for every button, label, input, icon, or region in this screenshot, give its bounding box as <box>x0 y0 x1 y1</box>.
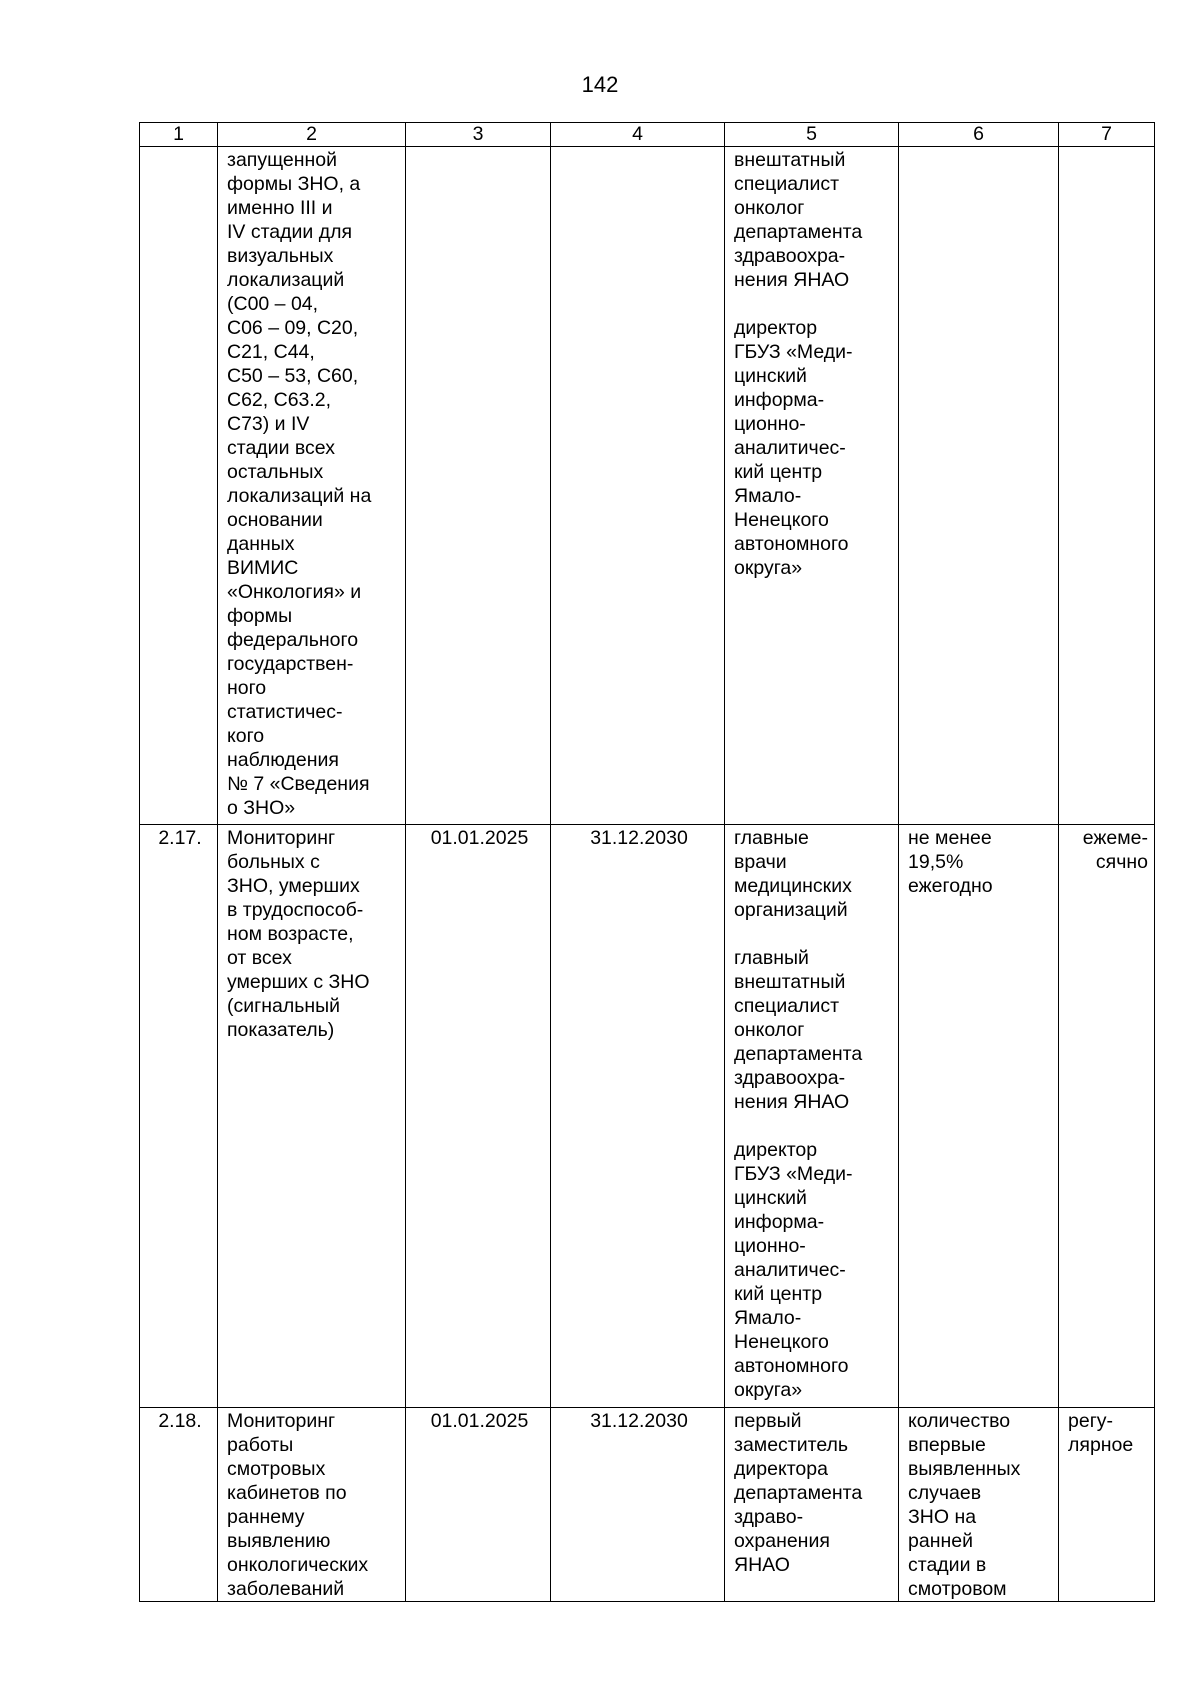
cell-responsible: главные врачи медицинских организаций главный внештатный специалист онколог департамента здравоохра- нения ЯНАО директор ГБУЗ «Меди- цинский информа- ционно- аналитичес- кий центр Ямало- Ненецкого автономного округа» <box>725 825 899 1408</box>
column-header: 7 <box>1059 123 1155 147</box>
cell-start-date: 01.01.2025 <box>406 825 551 1408</box>
cell-end-date: 31.12.2030 <box>551 825 725 1408</box>
cell-start-date <box>406 147 551 825</box>
measures-table <box>139 122 1155 1602</box>
column-header: 5 <box>725 123 899 147</box>
cell-indicator: количество впервые выявленных случаев ЗНО на ранней стадии в смотровом <box>899 1408 1059 1602</box>
cell-indicator <box>899 147 1059 825</box>
column-header: 2 <box>218 123 406 147</box>
cell-measure: Мониторинг работы смотровых кабинетов по раннему выявлению онкологических заболеваний <box>218 1408 406 1602</box>
cell-number: 2.18. <box>140 1408 218 1602</box>
cell-end-date: 31.12.2030 <box>551 1408 725 1602</box>
cell-end-date <box>551 147 725 825</box>
table-row <box>140 825 1155 1408</box>
column-header: 1 <box>140 123 218 147</box>
cell-number: 2.17. <box>140 825 218 1408</box>
column-header: 3 <box>406 123 551 147</box>
cell-frequency: ежеме- сячно <box>1059 825 1155 1408</box>
cell-number <box>140 147 218 825</box>
cell-frequency <box>1059 147 1155 825</box>
cell-responsible: внештатный специалист онколог департамента здравоохра- нения ЯНАО директор ГБУЗ «Меди- цинский информа- ционно- аналитичес- кий центр Ямало- Ненецкого автономного округа» <box>725 147 899 825</box>
cell-frequency: регу- лярное <box>1059 1408 1155 1602</box>
header-row <box>140 123 1155 147</box>
table-row <box>140 1408 1155 1602</box>
column-header: 6 <box>899 123 1059 147</box>
column-header: 4 <box>551 123 725 147</box>
cell-indicator: не менее 19,5% ежегодно <box>899 825 1059 1408</box>
table-row <box>140 147 1155 825</box>
page-number: 142 <box>581 72 619 97</box>
cell-measure: Мониторинг больных с ЗНО, умерших в трудоспособ- ном возрасте, от всех умерших с ЗНО (сигнальный показатель) <box>218 825 406 1408</box>
cell-responsible: первый заместитель директора департамента здраво- охранения ЯНАО <box>725 1408 899 1602</box>
cell-start-date: 01.01.2025 <box>406 1408 551 1602</box>
cell-measure: запущенной формы ЗНО, а именно III и IV стадии для визуальных локализаций (С00 – 04, С06 – 09, С20, С21, С44, С50 – 53, С60, С62, С63.2, С73) и IV стадии всех остальных локализаций на основании данных ВИМИС «Онкология» и формы федерального государствен- ного статистичес- кого наблюдения № 7 «Сведения о ЗНО» <box>218 147 406 825</box>
